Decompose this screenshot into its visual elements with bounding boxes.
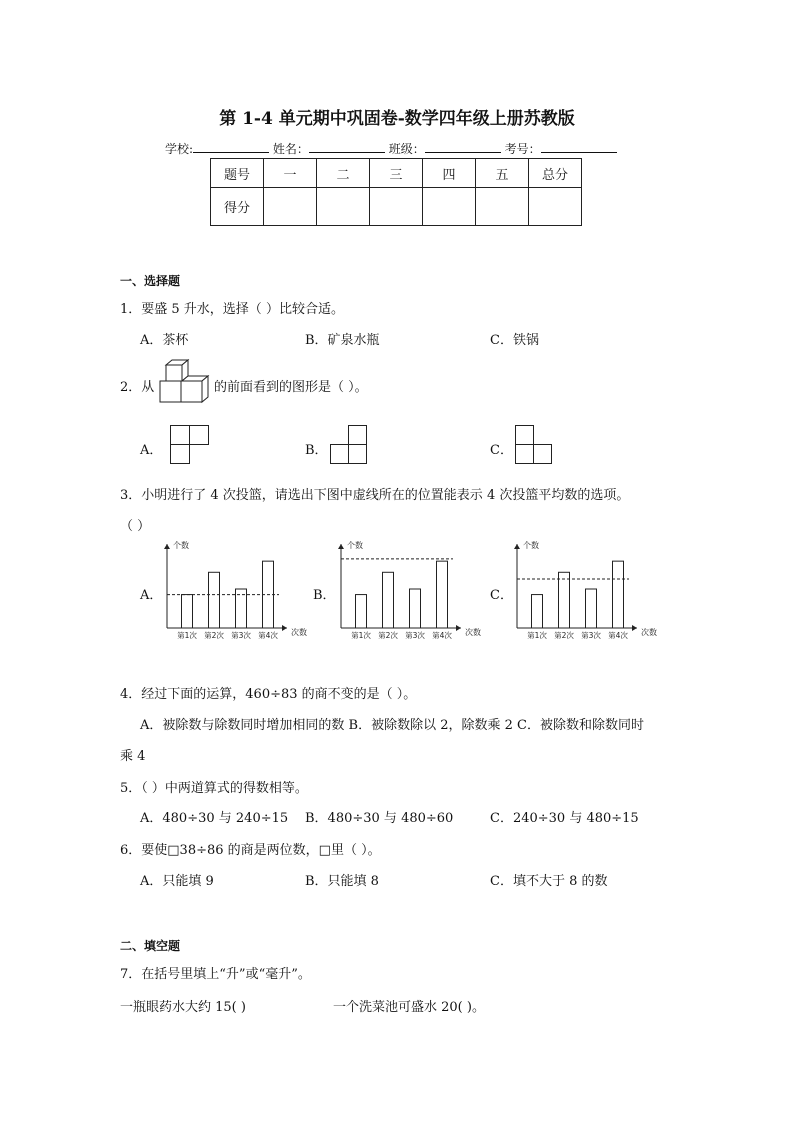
question-3-text: 3．小明进行了 4 次投篮，请选出下图中虚线所在的位置能表示 4 次投篮平均数的选项。 [120, 488, 630, 503]
q5-option-b[interactable]: B．480÷30 与 480÷60 [305, 811, 454, 826]
bar [182, 595, 193, 628]
score-cell[interactable] [529, 188, 582, 226]
x-tick-label: 第1次 [177, 631, 197, 640]
x-axis-label: 次数 [641, 628, 657, 637]
name-label: 姓名： [272, 142, 309, 156]
score-cell[interactable] [476, 188, 529, 226]
x-tick-label: 第4次 [432, 631, 452, 640]
q5-option-c[interactable]: C．240÷30 与 480÷15 [490, 811, 639, 826]
q2-option-c-figure [515, 425, 555, 465]
y-axis-label: 个数 [523, 541, 539, 550]
score-header-cell: 二 [317, 159, 370, 188]
q2-option-b-figure [330, 425, 370, 465]
student-info-line [165, 140, 617, 157]
bar [586, 589, 597, 628]
score-header-cell: 总分 [529, 159, 582, 188]
q6-option-b[interactable]: B．只能填 8 [305, 874, 379, 889]
bar [532, 595, 543, 628]
page-title: 第 1-4 单元期中巩固卷-数学四年级上册苏教版 [219, 109, 575, 129]
x-tick-label: 第4次 [608, 631, 628, 640]
q1-option-b[interactable]: B．矿泉水瓶 [305, 333, 380, 348]
bar [559, 572, 570, 628]
bar [383, 572, 394, 628]
q3-chart-c [513, 538, 663, 644]
x-tick-label: 第2次 [378, 631, 398, 640]
class-label: 班级： [388, 142, 425, 156]
score-cell[interactable] [317, 188, 370, 226]
score-cell[interactable] [264, 188, 317, 226]
q3-option-b[interactable]: B． [313, 588, 336, 603]
q7-blank-2[interactable]: 一个洗菜池可盛水 20( )。 [333, 1000, 485, 1015]
bar [437, 561, 448, 628]
q7-blank-1[interactable]: 一瓶眼药水大约 15( ) [120, 1000, 246, 1015]
q2-option-a[interactable]: A． [140, 443, 163, 458]
question-2-suffix: 的前面看到的图形是（ ）。 [214, 380, 368, 395]
y-axis-arrow [514, 544, 520, 549]
q6-option-c[interactable]: C．填不大于 8 的数 [490, 874, 608, 889]
y-axis-label: 个数 [347, 541, 363, 550]
question-4-text: 4．经过下面的运算，460÷83 的商不变的是（ ）。 [120, 687, 417, 702]
x-tick-label: 第4次 [258, 631, 278, 640]
x-tick-label: 第1次 [527, 631, 547, 640]
q3-chart-a [163, 538, 313, 644]
exam-no-blank[interactable] [541, 141, 617, 153]
q3-chart-b [337, 538, 487, 644]
x-axis-label: 次数 [291, 628, 307, 637]
q4-options[interactable]: A．被除数与除数同时增加相同的数 B．被除数除以 2，除数乘 2 C．被除数和除数同时 [140, 718, 644, 733]
x-tick-label: 第3次 [405, 631, 425, 640]
section-choice-title: 一、选择题 [120, 274, 181, 288]
x-tick-label: 第3次 [231, 631, 251, 640]
exam-no-label: 考号： [504, 142, 541, 156]
bar [356, 595, 367, 628]
class-blank[interactable] [425, 141, 501, 153]
y-axis-label: 个数 [173, 541, 189, 550]
q5-option-a[interactable]: A．480÷30 与 240÷15 [140, 811, 289, 826]
school-blank[interactable] [193, 141, 269, 153]
y-axis-arrow [164, 544, 170, 549]
x-axis-arrow [632, 625, 637, 631]
score-row-label: 得分 [211, 188, 264, 226]
score-cell[interactable] [370, 188, 423, 226]
x-tick-label: 第3次 [581, 631, 601, 640]
bar [410, 589, 421, 628]
q6-option-a[interactable]: A．只能填 9 [140, 874, 214, 889]
y-axis-arrow [338, 544, 344, 549]
x-tick-label: 第1次 [351, 631, 371, 640]
q3-option-c[interactable]: C． [490, 588, 513, 603]
x-tick-label: 第2次 [204, 631, 224, 640]
question-3-paren: （ ） [120, 519, 151, 534]
score-header-cell: 一 [264, 159, 317, 188]
q2-option-a-figure [170, 425, 210, 465]
question-1-text: 1．要盛 5 升水，选择（ ）比较合适。 [120, 302, 344, 317]
score-header-cell: 四 [423, 159, 476, 188]
q4-options-cont[interactable]: 乘 4 [120, 749, 146, 764]
question-7-text: 7．在括号里填上“升”或“毫升”。 [120, 967, 311, 982]
x-axis-label: 次数 [465, 628, 481, 637]
cube-stack-figure [158, 359, 214, 405]
score-header-cell: 五 [476, 159, 529, 188]
bar [209, 572, 220, 628]
x-axis-arrow [456, 625, 461, 631]
question-5-text: 5．（ ）中两道算式的得数相等。 [120, 781, 308, 796]
q2-option-c[interactable]: C． [490, 443, 513, 458]
score-cell[interactable] [423, 188, 476, 226]
q1-option-a[interactable]: A．茶杯 [140, 333, 189, 348]
score-header-cell: 三 [370, 159, 423, 188]
section-fill-title: 二、填空题 [120, 939, 181, 953]
x-tick-label: 第2次 [554, 631, 574, 640]
score-header-cell: 题号 [211, 159, 264, 188]
x-axis-arrow [282, 625, 287, 631]
score-table [210, 158, 582, 226]
question-2-prefix: 2．从 [120, 380, 155, 395]
question-6-text: 6．要使□38÷86 的商是两位数，□里（ ）。 [120, 843, 381, 858]
q2-option-b[interactable]: B． [305, 443, 328, 458]
score-header-row [211, 159, 582, 188]
school-label: 学校: [165, 142, 194, 156]
q1-option-c[interactable]: C．铁锅 [490, 333, 539, 348]
score-value-row [211, 188, 582, 226]
name-blank[interactable] [309, 141, 385, 153]
bar [613, 561, 624, 628]
q3-option-a[interactable]: A． [140, 588, 163, 603]
